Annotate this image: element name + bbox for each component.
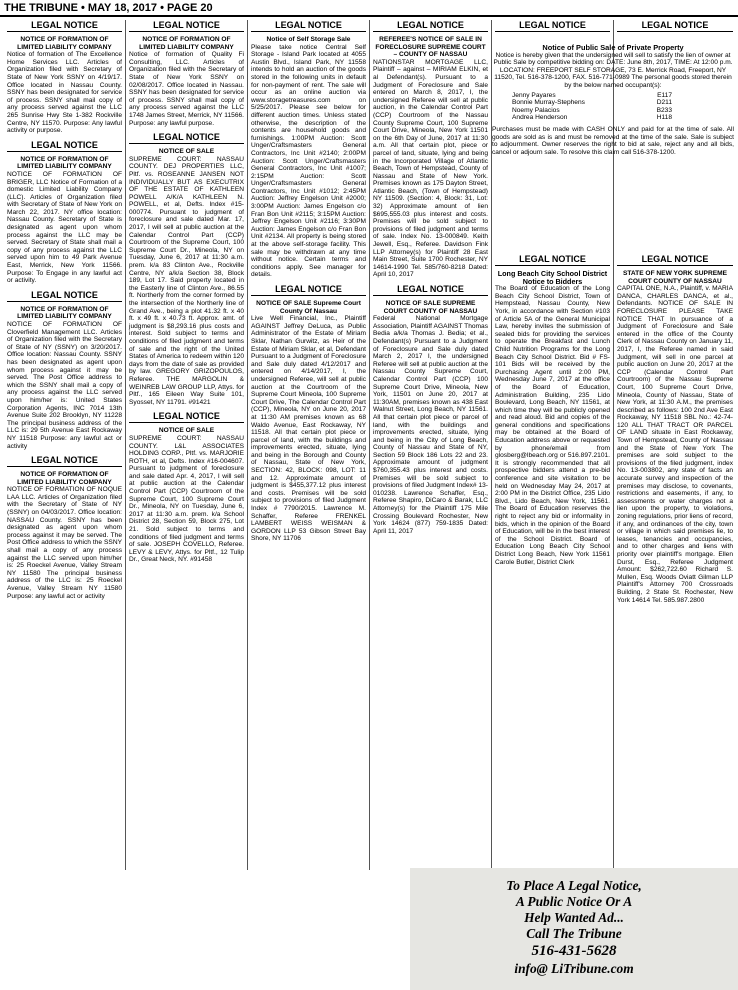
notice-body: The Board of Education of the Long Beach City School District, Town of Hempstead, Nassau County, New York, in accordance with Section #103 of Article 5A of the General Municipal Law, hereby invites the submission of sealed bids for providing the services to operate the Breakfast and Lunch Child Nutrition Programs for the Long Beach City School District. Bid # FS-101 Bids will be received by the Purchasing Agent until 2:00 PM, Wednesday June 7, 2017 at the office of the Board of Education, Administration Building, 235 Lido Boulevard, Long Beach, NY 11561, at which time they will be publicly opened and read aloud. Bid and copies of the general conditions and specifications may be obtained at the Board of Education address above or requested by phone/email from glosberg@lbeach.org or 516.897.2101. It is strongly recommended that all prospective bidders attend a pre-bid conference and site visitation to be held on Wednesday May 24, 2017 at 2:00 PM in the District Office, 235 Lido Blvd., Lido Beach, New York, 11561. The Board of Education reserves the right to reject any bid or informality in bids, which in the opinion of the Board of Education, will be in the best interest of the School District. Board of Education Long Beach City School District Long Beach, New York 11561 Carole Butler, District Clerk <box>495 285 610 566</box>
notice <box>7 471 122 600</box>
notice-title: STATE OF NEW YORK SUPREME COURT COUNTY OF NASSAU <box>622 270 728 285</box>
notice-body: SUPREME COURT: NASSAU COUNTY. DEJ PROPERTIES LLC, Pltf. vs. ROSEANNE JANSEN NOT INDIVIDUALLY BUT AS EXECUTRIX OF THE ESTATE OF KATHLEEN POWELL A/K/A KATHLEEN N. POWELL, et al, Defts. Index #15-000774. Pursuant to judgment of foreclosure and sale dated Mar. 17, 2017, I will sell at public auction at the Calendar Control Part (CCP) Courtroom of the Supreme Court, 100 Supreme Court Dr., Mineola, NY on Tuesday, June 6, 2017 at 11:30 a.m. prem. k/a 83 Clinton Ave., Rockville Centre, NY a/k/a Section 38, Block 189, Lot 17. Said property located in the Easterly line of Clinton Ave., 86.55 ft. Northerly from the corner formed by the intersection of the Northerly line of Grand Ave., being a plot 41.32 ft. x 40 ft. x 49 ft. x 40.73 ft. Approx. amt. of judgment is $8,293.16 plus costs and interest. Sold subject to terms and conditions of filed judgment and terms of sale and the right of the United States of America to redeem within 120 days from the date of sale as provided by law. GREGORY GRIZOPOULOS, Referee. THE MARGOLIN & WEINREB LAW GROUP LLP, Attys. for Pltf., 165 Eileen Way Suite 101, Syosset, NY 11791. #91421 <box>129 155 244 406</box>
notice-body: CAPITAL ONE, N.A., Plaintiff, v. MARIA DANCA, CHARLES DANCA, et al., Defendants. NOTICE OF SALE IN FORECLOSURE PLEASE TAKE NOTICE THAT In pursuance of a Judgment of Foreclosure and Sale entered in the office of the County Clerk of Nassau County on January 11, 2017, I, the Referee named in said Judgment, will sell in one parcel at public auction on June 20, 2017 at the CCP (Calendar Control Part Courtroom) of the Nassau Supreme Court, 100 Supreme Court Drive, Mineola, County of Nassau, State of New York, at 11:30 A.M., the premises described as follows: 100 2nd Ave East Rockaway, NY 11518 SBL No.: 42-74-120 ALL THAT TRACT OR PARCEL OF LAND situate in East Rockaway, Town of Hempstead, County of Nassau and the State of New York The premises are sold subject to the provisions of the filed judgment, index No. 13-003802, any state of facts an accurate survey and inspection of the premises may disclose, to covenants, restrictions and easements, if any, to assessments or water charges not a lien upon the property, to violations, zoning regulations, prior liens of record, if any, and ordinances of the city, town or village in which said premises lie, to leases, tenancies and occupancies, and to other charges and liens with priority over plaintiff's mortgage. Ellen Durst, Esq., Referee Judgment Amount: $262,722.60 Richard S. Mullen, Esq. Woods Oviatt Gilman LLP Plaintiff's Attorney 700 Crossroads Building, 2 State St. Rochester, New York 14614 Tel. 585.987.2800 <box>617 285 733 604</box>
list-item <box>512 107 672 115</box>
column-head: LEGAL NOTICE <box>373 20 488 32</box>
notice-body: Live Well Financial, Inc., Plaintiff AGAINST Jeffrey DeLuca, as Public Administrator of the Estate of Miriam Sklar, Nathan Gurwitz, as Heir of the Estate of Miriam Sklar, et al, Defendant Pursuant to a Judgment of Foreclosure and Sale duly dated 4/12/2017 and entered on 4/14/2017, I, the undersigned Referee, will sell at public auction at the Courtroom of the Supreme Court Mineola, 100 Supreme Court Drive, The Calendar Control Part (CCP), Mineola, NY on June 20, 2017 at 11:30 AM premises known as 68 Waldo Avenue, East Rockaway, NY 11518. All that certain plot piece or parcel of land, with the buildings and improvements erected, situate, lying and being in the Borough and County of Nassau, State of New York, SECTION: 42, BLOCK: 098, LOT: 11 and 12. Approximate amount of judgment is $455,377.12 plus interest and costs. Premises will be sold subject to provisions of filed Judgment Index # 7790/2015. Lawrence M. Schaffer, Referee FRENKEL LAMBERT WEISS WEISMAN & GORDON LLP 53 Gibson Street Bay Shore, NY 11706 <box>251 315 366 543</box>
notice <box>251 36 366 279</box>
column-head: LEGAL NOTICE <box>129 20 244 32</box>
column-head: LEGAL NOTICE <box>495 254 610 266</box>
notice-title: NOTICE OF FORMATION OF LIMITED LIABILITY COMPANY <box>17 305 112 321</box>
notice-body: SUPREME COURT: NASSAU COUNTY. L&L ASSOCIATES HOLDING CORP., Pltf. vs. MARJORIE ROTH, et al, Defts. Index #16-004607. Pursuant to judgment of foreclosure and sale dated Apr. 4, 2017, I will sell at public auction at the Calendar Control Part (CCP) Courtroom of the Supreme Court, 100 Supreme Court Dr., Mineola, NY on Tuesday, June 6, 2017 at 11:30 a.m. prem. k/a School District 28, Section 59, Block 275, Lot 21. Sold subject to terms and conditions of filed judgment and terms of sale. JOSEPH COVELLO, Referee. LEVY & LEVY, Attys. for Pltf., 12 Tulip Dr., Great Neck, NY. #91458 <box>129 434 244 564</box>
notice-title: NOTICE OF SALE Supreme Court County Of Nassau <box>256 300 361 315</box>
notice-title: NOTICE OF FORMATION OF LIMITED LIABILITY COMPANY <box>17 155 112 171</box>
notice-body: Notice of formation of The Excellence Home Services LLC. Articles of Organization filed with Secretary of State of New York SSNY on 4/19/17. Office located in Nassau County. SSNY has been designated for service of process. SSNY shall mail copy of any process served against the LLC 265 Sunrise Hwy Ste 1-382 Rockville Centre, NY 11570. Purpose: Any lawful activity or purpose. <box>7 51 122 135</box>
column-5-lower <box>492 254 614 609</box>
notice-title: REFEREE'S NOTICE OF SALE IN FORECLOSURE SUPREME COURT – COUNTY OF NASSAU <box>375 36 486 59</box>
notice-intro: Notice is hereby given that the undersigned will sell to satisfy the lien of owner at Public Sale by competitive bidding on: DATE: June 8th, 2017, TIME: At 12:00 p.m. LOCATION: FREEPORT SELF STORAGE, 73 E. Merrick Road, Freeport, NY 11520, Tel. 516-378-1200, FAX. 516-771-0989 The personal goods stored therein by the below named occupant(s): <box>493 51 733 89</box>
ad-line: To Place A Legal Notice, <box>506 878 642 893</box>
occupant-name: Andrea Henderson <box>512 114 568 122</box>
ad-line: Help Wanted Ad... <box>524 910 624 925</box>
notice-body: NOTICE OF FORMATION OF Cloverfield Management LLC. Articles of Organization filed with the Secretary of State of NY (SSNY) on 3/20/2017. Office location: Nassau County. SSNY has been designated as agent upon whom process against it may be served. The Post Office address to which the SSNY shall mail a copy of any process against the LLC served upon him/her is: United States Corporation Agents, INC 7014 13th Avenue Suite 202 Brooklyn, NY 11228 The principal business address of the LLC is: 29 5th Avenue East Rockaway NY 11518 Purpose: any lawful act or activity <box>7 321 122 450</box>
column-head: LEGAL NOTICE <box>617 20 733 32</box>
notice-title: NOTICE OF SALE <box>158 427 215 435</box>
column-head: LEGAL NOTICE <box>129 411 244 423</box>
column-head: LEGAL NOTICE <box>7 455 122 467</box>
notice <box>373 36 488 279</box>
notice-body: NOTICE OF FORMATION OF BRIGER, LLC Notice of Formation of a domestic Limited Liability Company (LLC). Articles of Organization filed with Secretary of State of New York on March 22, 2017. NY office location: Nassau County. Secretary of State is designated as agent upon whom process against the LLC may be served. Secretary of State shall mail a copy of any process against the LLC served upon him to 49 Park Avenue East, Merrick, New York 11566. Purpose: To Engage in any lawful act or activity. <box>7 170 122 285</box>
notice-body: NOTICE OF FORMATION OF NOQUE LAA LLC. Articles of Organization filed with the Secretary of State of NY (SSNY) on 04/03/2017. Office location: NASSAU County. SSNY has been designated as agent upon whom process against it may be served. The Post Office address to which the SSNY shall mail a copy of any process against the LLC served upon him/her is: 25 Roeckel Avenue, Valley Stream NY 11580 The principal business address of the LLC is: 25 Roeckel Avenue, Valley Stream NY 11580 Purpose: any lawful act or activity <box>7 486 122 600</box>
notice <box>495 270 610 566</box>
notice-body: NATIONSTAR MORTGAGE LLC, Plaintiff – against – MIRIAM ELKIN, et al Defendant(s). Pursuant to a Judgment of Foreclosure and Sale entered on March 8, 2017, I, the undersigned Referee will sell at public auction, in the Calendar Control Part (CCP) Courtroom of the Nassau County Supreme Court, 100 Supreme Court Drive, Mineola, New York 11501 on the 6th Day of June, 2017 at 11:30 a.m. All that certain plot, piece or parcel of land, situate, lying and being in the Incorporated Village of Atlantic Beach, Town of Hempstead, County of Nassau and State of New York. Premises known as 175 Dayton Street, Atlantic Beach, (Town of Hempstead) NY 11509. (Section: 4, Block: 31, Lot: 32) Approximate amount of lien $695,555.03 plus interest and costs. Premises will be sold subject to provisions of filed judgment and terms of sale. Index No. 13-000849. Keith Jewell, Esq., Referee. Davidson Fink LLP Attorney(s) for Plaintiff 28 East Main Street, Suite 1700 Rochester, NY 14614-1990 Tel. 585/760-8218 Dated: April 10, 2017 <box>373 58 488 279</box>
occupant-unit: H118 <box>656 114 672 122</box>
column-head: LEGAL NOTICE <box>495 20 610 32</box>
notice <box>251 300 366 543</box>
occupant-unit: E117 <box>657 91 672 99</box>
list-item <box>512 92 672 100</box>
occupant-list <box>512 92 672 122</box>
occupant-name: Noemy Palacios <box>512 106 560 114</box>
column-head: LEGAL NOTICE <box>251 20 366 32</box>
column-6-lower <box>614 254 736 609</box>
ad-email[interactable]: info@ LiTribune.com <box>514 961 634 976</box>
column-head: LEGAL NOTICE <box>617 254 733 266</box>
notice-title: Notice of Self Storage Sale <box>266 36 351 43</box>
notice-body: Notice of formation of Quality Fi Consulting, LLC. Articles of Organization filed with the Secretary of State of New York SSNY on 02/08/2017. Office located in Nassau. SSNY has been designated for service of process. SSNY shall mail copy of any process served against the LLC 1748 James Street, Merrick, NY 11566. Purpose: any lawful purpose. <box>129 51 244 127</box>
ad-line: Call The Tribune <box>526 926 622 941</box>
ad-line: A Public Notice Or A <box>515 894 633 909</box>
column-head: LEGAL NOTICE <box>7 290 122 302</box>
ad-phone[interactable]: 516-431-5628 <box>531 943 617 959</box>
notice-title: NOTICE OF SALE SUPREME COURT COUNTY OF NASSAU <box>383 300 478 315</box>
notice-title: NOTICE OF SALE <box>158 148 215 156</box>
occupant-name: Jenny Payares <box>512 91 556 99</box>
notice-body: Federal National Mortgage Association, Plaintiff AGAINST Thomas Bedia a/k/a Thomas J. Bedia; et al., Defendant(s) Pursuant to a Judgment of Foreclosure and Sale duly dated March 2, 2017 I, the undersigned Referee will sell at public auction at the Nassau County Supreme Court, Calendar Control Part (CCP) 100 Supreme Court Drive, Mineola, New York, 11501 on June 20, 2017 at 11:30AM, premises known as 438 East Walnut Street, Long Beach, NY 11561. All that certain plot piece or parcel of land, with the buildings and improvements erected, situate, lying and being in the City of Long Beach, County of Nassau and State of NY, Section 59 Block 186 Lots 22 and 23. Approximate amount of judgment $760,355.43 plus interest and costs. Premises will be sold subject to provisions of filed Judgment Index# 13-010238. Lawrence Schaffer, Esq., Referee Shapiro, DiCaro & Barak, LLC Attorney(s) for the Plaintiff 175 Mile Crossing Boulevard Rochester, New York 14624 (877) 759-1835 Dated: April 11, 2017 <box>373 315 488 535</box>
column-head: LEGAL NOTICE <box>251 284 366 296</box>
notice-terms: Purchases must be made with CASH ONLY and paid for at the time of sale. All goods are sold as is and must be removed at the time of the sale. Sale is subject to adjournment. Owner reserves the right to bid at sale, reject any and all bids, cancel or adjourn sale. To resolve this claim call 516-378-1200. <box>492 125 734 156</box>
column-head: LEGAL NOTICE <box>7 20 122 32</box>
notice-title: Long Beach City School District Notice to Bidders <box>497 269 608 286</box>
notice-title: NOTICE OF FORMATION OF LIMITED LIABILITY COMPANY <box>17 36 112 51</box>
column-1 <box>4 20 126 870</box>
notice <box>129 427 244 564</box>
page-header: THE TRIBUNE • MAY 18, 2017 • PAGE 20 <box>0 0 738 17</box>
occupant-name: Bonnie Murray-Stephens <box>512 99 585 107</box>
notice-title: Notice of Public Sale of Private Property <box>542 43 684 52</box>
public-sale-notice <box>492 44 734 156</box>
occupant-unit: D211 <box>656 99 672 107</box>
notice <box>7 306 122 450</box>
occupant-unit: B233 <box>656 106 672 114</box>
notice <box>617 270 733 604</box>
column-head: LEGAL NOTICE <box>7 140 122 152</box>
notice <box>129 36 244 127</box>
list-item <box>512 114 672 122</box>
column-head: LEGAL NOTICE <box>129 132 244 144</box>
notice-title: NOTICE OF FORMATION OF LIMITED LIABILITY COMPANY <box>17 471 112 486</box>
lower-notices <box>492 254 736 609</box>
notice-title: NOTICE OF FORMATION OF LIMITED LIABILITY COMPANY <box>139 36 234 51</box>
column-2 <box>126 20 248 870</box>
notice <box>373 300 488 535</box>
list-item <box>512 99 672 107</box>
notice <box>7 156 122 285</box>
notice <box>7 36 122 135</box>
notice <box>129 148 244 406</box>
column-4 <box>370 20 492 870</box>
column-head: LEGAL NOTICE <box>373 284 488 296</box>
tribune-ad-box <box>410 868 738 990</box>
column-3 <box>248 20 370 870</box>
notice-body: Please take notice Central Self Storage - Island Park located at 4055 Austin Blvd., Island Park, NY 11558 intends to hold an auction of the goods stored in the following units in default for non-payment of rent. The sale will occur as an online auction via www.storagetreasures.com on 5/25/2017. Please see below for different auction times. Unless stated otherwise, the description of the contents are household goods and furnishings. 1:00PM Auction: Scott Unger/Craftsmasters General Contractors, Inc Unit #2140; 2:00PM Auction: Scott Unger/Craftsmasters General Contractors, Inc Unit #1007; 2:15PM Auction: Scott Unger/Craftsmasters General Contractors, Inc Unit #1012; 2:45PM Auction: Jeffrey Engelson Unit #2000; 3:00PM Auction: James Engelson c/o Fran Bon Unit #2115; 3:15PM Auction: Jeffrey Engelson Unit #2116; 3:30PM Auction: James Engelson c/o Fran Bon Unit #2134. All property is being stored at the above self-storage facility. This sale may be withdrawn at any time without notice. Certain terms and conditions apply. See manager for details. <box>251 43 366 279</box>
